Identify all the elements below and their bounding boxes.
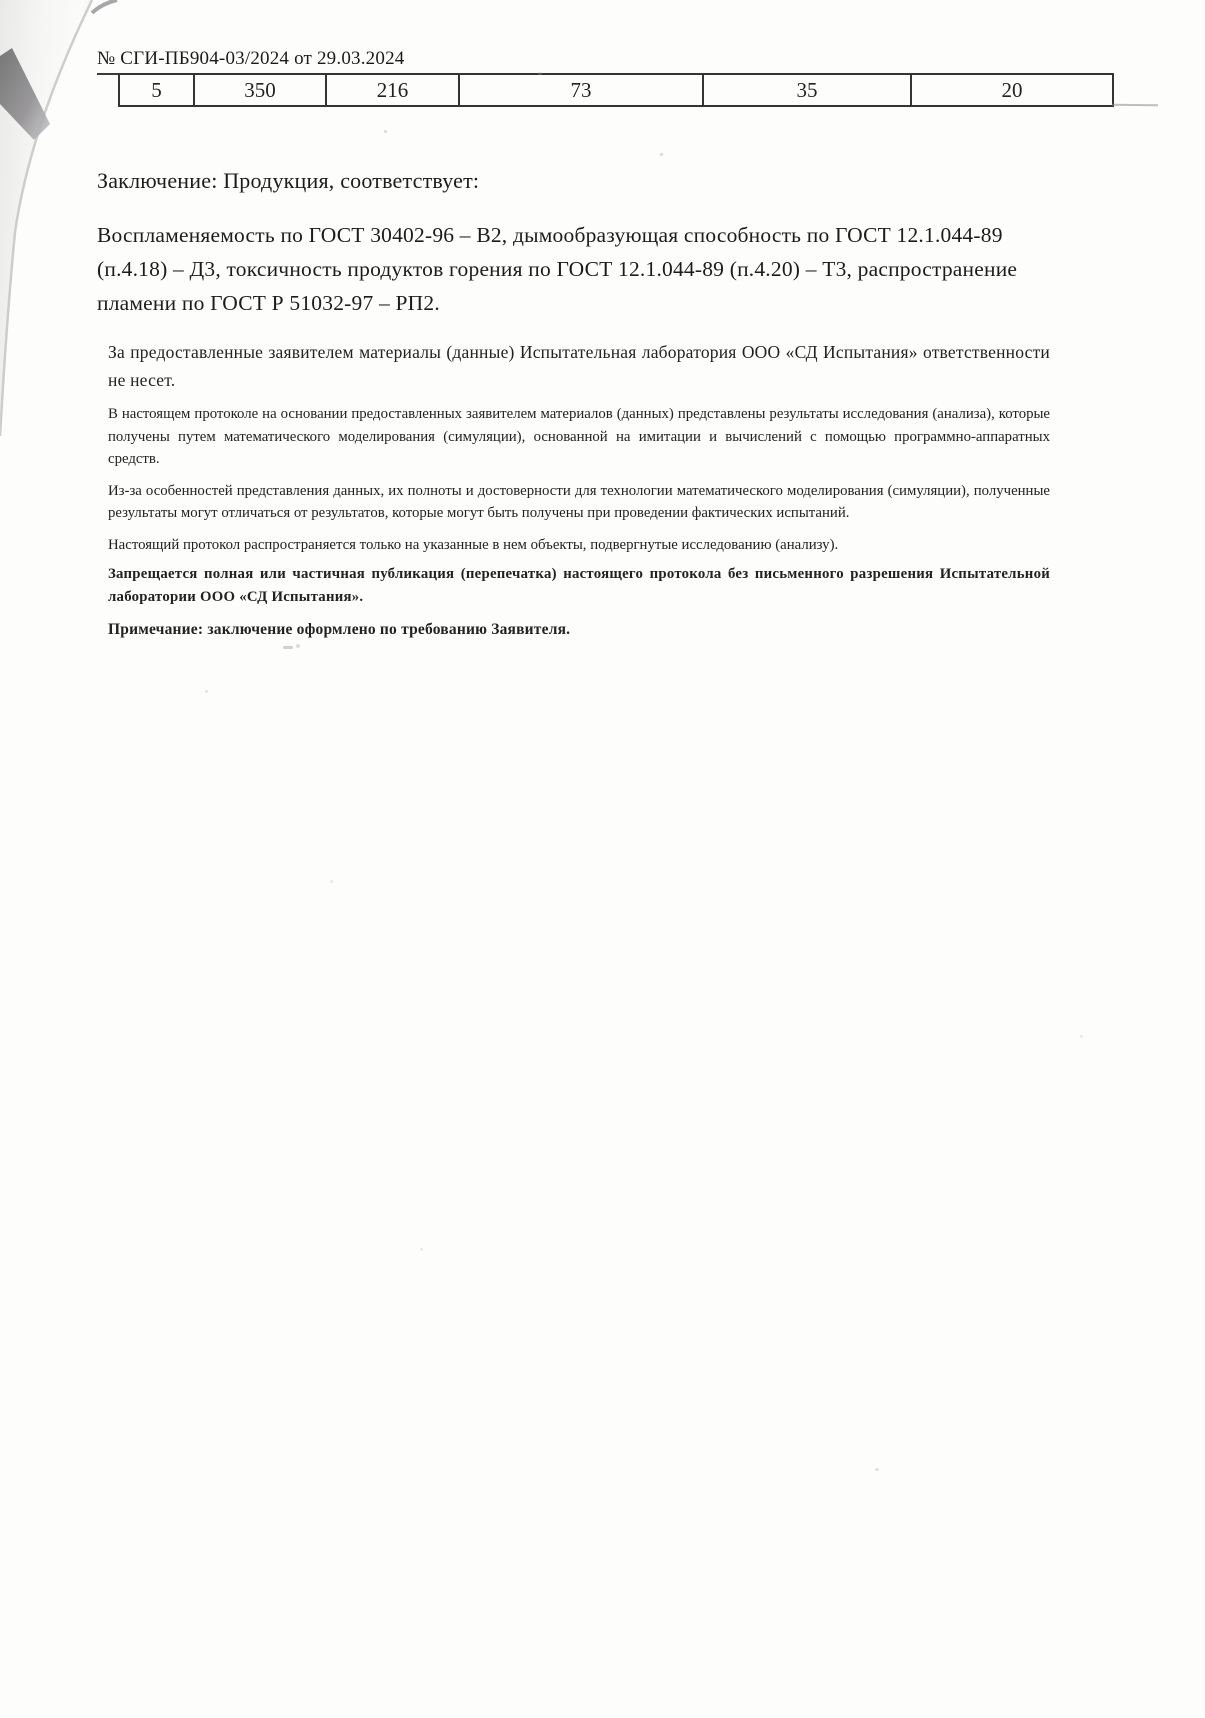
scan-speckle <box>1080 1035 1083 1038</box>
scan-speckle <box>330 880 333 883</box>
scan-speckle <box>420 1248 423 1251</box>
scan-speckle <box>205 690 208 693</box>
curl-shadow-stripe <box>0 48 50 140</box>
scan-speckle <box>538 72 542 75</box>
disclaimers-block <box>108 338 1050 641</box>
table-cell: 35 <box>703 74 911 106</box>
table-border-artifact <box>1112 104 1158 106</box>
note-line: Примечание: заключение оформлено по требованию Заявителя. <box>108 621 571 638</box>
scan-speckle <box>875 1468 879 1471</box>
result-deviation-disclaimer: Из-за особенностей представления данных, их полноты и достоверности для технологии математического моделирования (симуляции), полученные результаты могут отличаться от результатов, которые могут быть получены при проведении фактических испытаний. <box>108 482 1050 521</box>
doc-number: № СГИ-ПБ904-03/2024 от 29.03.2024 <box>97 48 405 69</box>
table-row <box>119 74 1113 106</box>
scan-speckle <box>296 644 300 648</box>
modeling-basis-disclaimer: В настоящем протоколе на основании предоставленных заявителем материалов (данных) представлены результаты исследования (анализа), которые получены путем математического моделирования (симуляции), основанной на имитации и вычислений с помощью программно-аппаратных средств. <box>108 406 1050 467</box>
page-curl-top-edge <box>92 0 117 13</box>
page-curl-fill <box>0 0 92 436</box>
scope-disclaimer: Настоящий протокол распространяется только на указанные в нем объекты, подвергнутые исследованию (анализу). <box>108 536 839 553</box>
conclusion-body: Воспламеняемость по ГОСТ 30402-96 – В2, дымообразующая способность по ГОСТ 12.1.044-89 (п.4.18) – Д3, токсичность продуктов горения по ГОСТ 12.1.044-89 (п.4.20) – Т3, распространение пламени по ГОСТ Р 51032-97 – РП2. <box>97 223 1018 315</box>
table-cell: 216 <box>326 74 459 106</box>
table-cell: 5 <box>119 74 194 106</box>
results-table <box>118 73 1114 107</box>
scan-speckle <box>283 646 293 649</box>
liability-disclaimer: За предоставленные заявителем материалы (данные) Испытательная лаборатория ООО «СД Испытания» ответственности не несет. <box>108 342 1050 390</box>
conclusion-heading: Заключение: Продукция, соответствует: <box>97 168 480 193</box>
arc-signal-icon <box>43 10 73 40</box>
scan-speckle <box>660 153 663 156</box>
page-curl-edge <box>0 0 92 436</box>
publication-ban-disclaimer: Запрещается полная или частичная публикация (перепечатка) настоящего протокола без письменного разрешения Испытательной лаборатории ООО «СД Испытания». <box>108 566 1050 605</box>
table-cell: 73 <box>459 74 703 106</box>
scan-speckle <box>384 130 387 133</box>
table-cell: 20 <box>911 74 1113 106</box>
table-cell: 350 <box>194 74 326 106</box>
